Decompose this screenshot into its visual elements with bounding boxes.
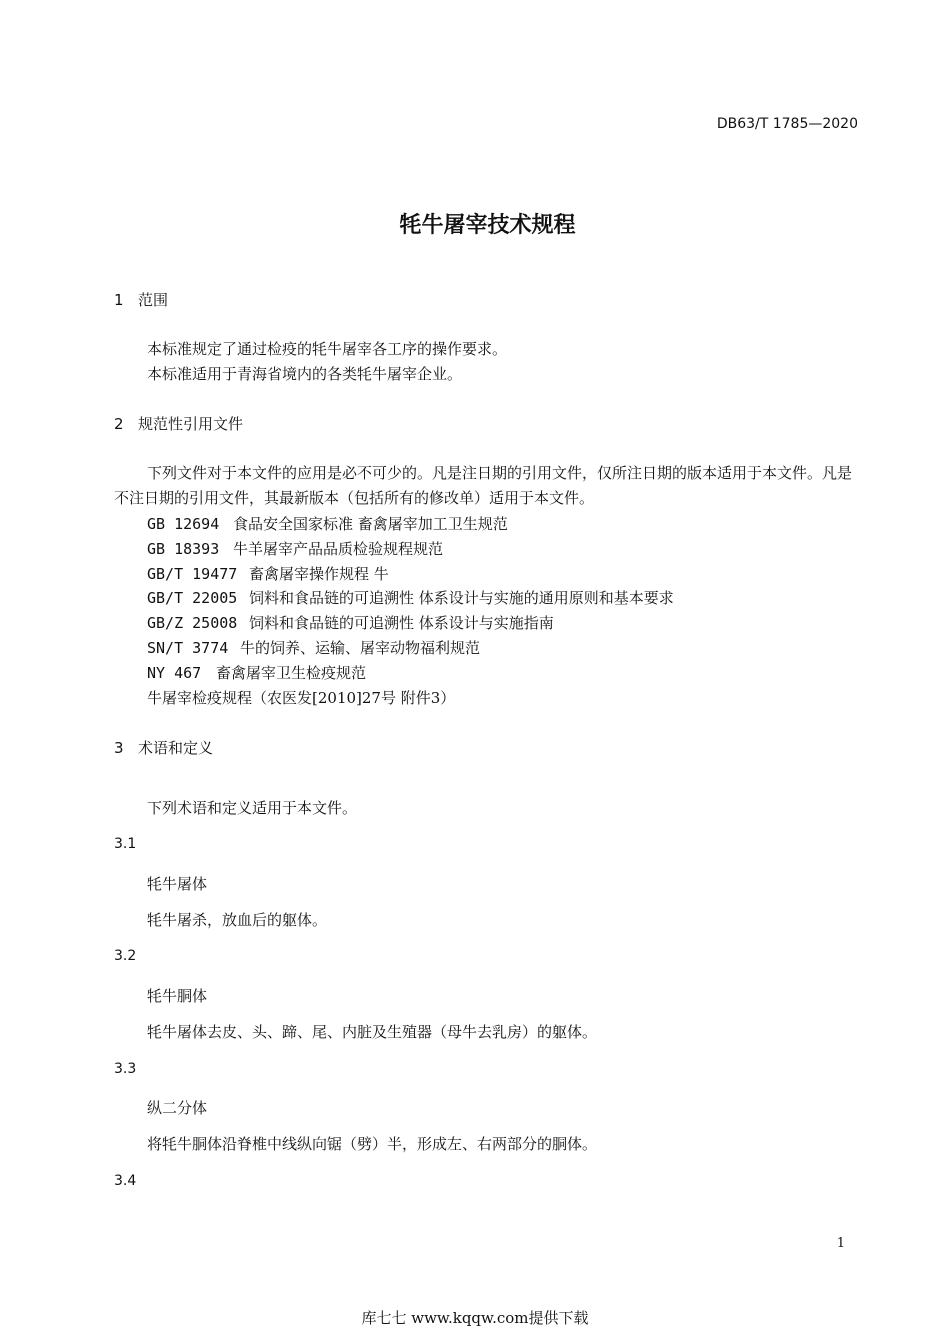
reference-item: [147, 538, 443, 559]
reference-code: NY 467: [147, 664, 202, 682]
term-name: 纵二分体: [147, 1099, 208, 1117]
reference-code: GB/T 19477: [147, 565, 238, 583]
section-title: 术语和定义: [138, 739, 214, 757]
scope-paragraph: 本标准适用于青海省境内的各类牦牛屠宰企业。: [147, 365, 463, 383]
term-definition: 牦牛屠体去皮、头、蹄、尾、内脏及生殖器（母牛去乳房）的躯体。: [147, 1023, 598, 1041]
term-definition: 将牦牛胴体沿脊椎中线纵向锯（劈）半，形成左、右两部分的胴体。: [147, 1135, 598, 1153]
page-title: 牦牛屠宰技术规程: [399, 213, 576, 238]
reference-code: GB/Z 25008: [147, 614, 238, 632]
term-name: 牦牛胴体: [147, 987, 208, 1005]
section-title: 范围: [138, 291, 169, 309]
reference-item: [147, 662, 366, 683]
term-number: 3.1: [114, 836, 137, 852]
reference-title: 牛屠宰检疫规程（农医发[2010]27号 附件3）: [147, 689, 456, 707]
footer-source: 库七七 www.kqqw.com提供下载: [361, 1309, 589, 1327]
reference-title: 畜禽屠宰操作规程 牛: [249, 565, 389, 583]
reference-title: 牛的饲养、运输、屠宰动物福利规范: [240, 639, 481, 657]
section-number: 2: [114, 415, 124, 433]
reference-code: GB 18393: [147, 540, 220, 558]
reference-item: [147, 587, 674, 608]
section-heading-scope: [114, 289, 168, 310]
reference-title: 畜禽屠宰卫生检疫规范: [216, 664, 367, 682]
section-heading-terms: [114, 737, 213, 758]
reference-item: [147, 513, 508, 534]
reference-item: [147, 563, 389, 584]
section-number: 3: [114, 739, 124, 757]
term-name: 牦牛屠体: [147, 875, 208, 893]
term-number: 3.4: [114, 1173, 137, 1189]
section-number: 1: [114, 291, 124, 309]
reference-title: 饲料和食品链的可追溯性 体系设计与实施指南: [249, 614, 554, 632]
references-intro: 下列文件对于本文件的应用是必不可少的。凡是注日期的引用文件，仅所注日期的版本适用于本文件。凡是不注日期的引用文件，其最新版本（包括所有的修改单）适用于本文件。: [114, 464, 853, 507]
term-definition: 牦牛屠杀，放血后的躯体。: [147, 911, 328, 929]
reference-title: 牛羊屠宰产品品质检验规程规范: [233, 540, 444, 558]
reference-code: SN/T 3774: [147, 639, 229, 657]
reference-item: [147, 612, 554, 633]
term-number: 3.3: [114, 1061, 137, 1077]
reference-item: [147, 687, 455, 708]
document-code: DB63/T 1785—2020: [716, 116, 858, 132]
reference-title: 食品安全国家标准 畜禽屠宰加工卫生规范: [233, 515, 508, 533]
reference-title: 饲料和食品链的可追溯性 体系设计与实施的通用原则和基本要求: [249, 589, 674, 607]
terms-intro: 下列术语和定义适用于本文件。: [147, 799, 358, 817]
section-heading-references: [114, 413, 243, 434]
reference-item: [147, 637, 480, 658]
section-title: 规范性引用文件: [138, 415, 244, 433]
reference-code: GB 12694: [147, 515, 220, 533]
scope-paragraph: 本标准规定了通过检疫的牦牛屠宰各工序的操作要求。: [147, 340, 508, 358]
reference-code: GB/T 22005: [147, 589, 238, 607]
page-number: 1: [836, 1236, 845, 1251]
term-number: 3.2: [114, 948, 137, 964]
